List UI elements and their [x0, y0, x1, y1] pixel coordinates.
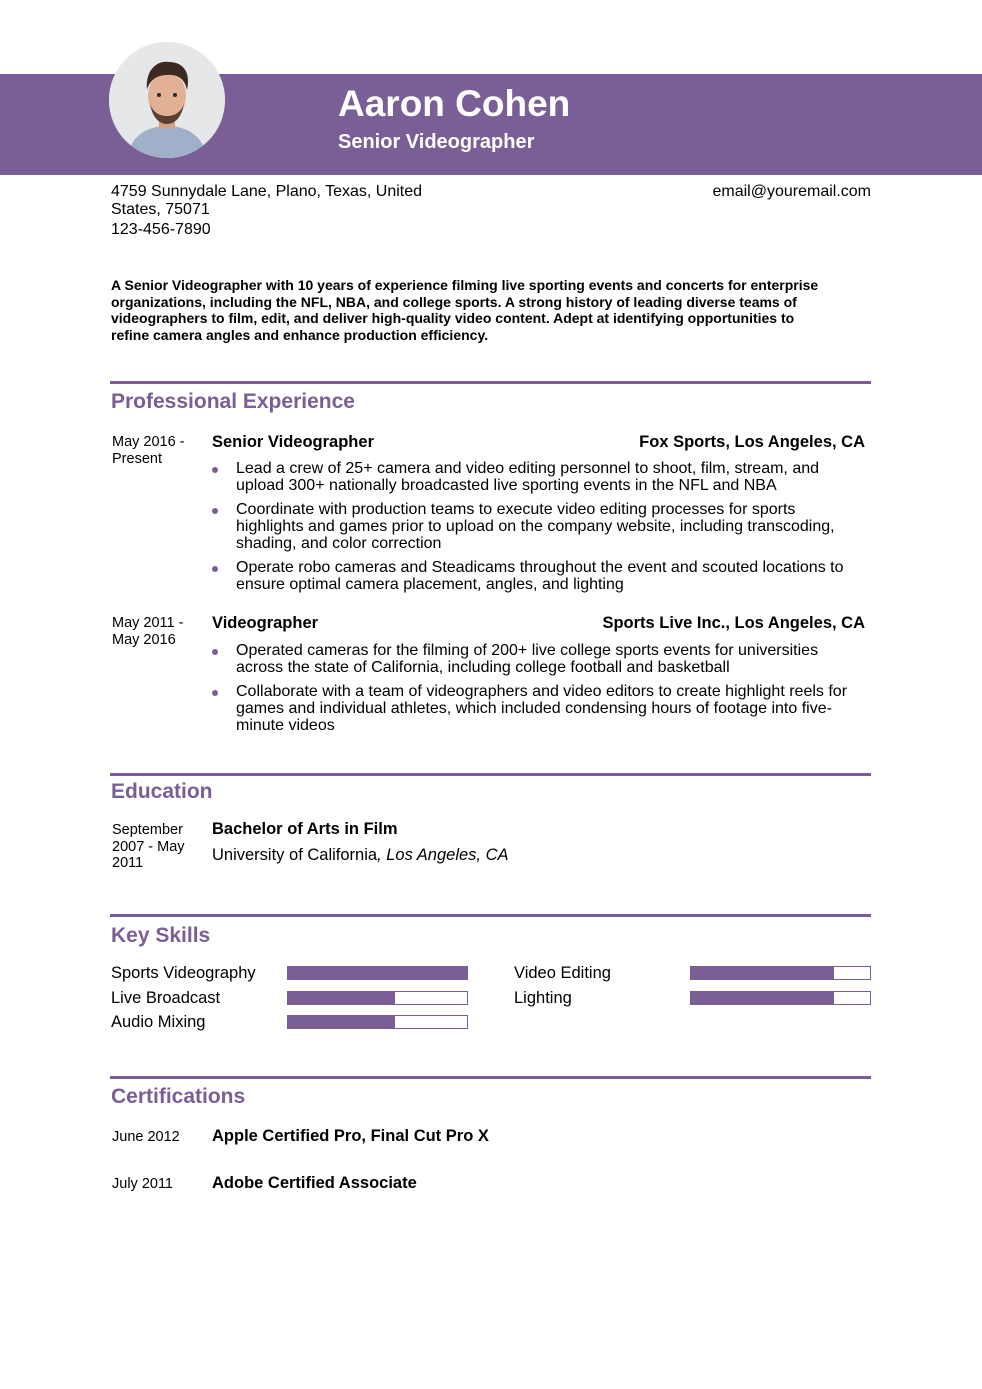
- bullet-text: Operated cameras for the filming of 200+ live college sports events for universities across the state of California, including college football and basketball: [236, 642, 819, 676]
- list-item: [212, 683, 867, 734]
- job-bullets: [212, 642, 867, 741]
- certification-date: June 2012: [112, 1129, 180, 1145]
- skill-label: Audio Mixing: [111, 1013, 206, 1031]
- job-company: Sports Live Inc., Los Angeles, CA: [602, 614, 865, 632]
- profile-photo: [109, 42, 225, 158]
- section-divider: [110, 1076, 871, 1079]
- skill-level-fill: [288, 1016, 395, 1028]
- skill-label: Lighting: [514, 989, 572, 1007]
- bullet-icon: [212, 690, 218, 696]
- bullet-text: Coordinate with production teams to execute video editing processes for sports highlights and games prior to upload on the company website, including transcoding, shading, and color correction: [236, 501, 835, 552]
- school-name: University of California: [212, 846, 378, 864]
- section-divider: [110, 381, 871, 384]
- school-location: , Los Angeles, CA: [377, 846, 509, 864]
- job-company: Fox Sports, Los Angeles, CA: [639, 433, 865, 451]
- education-school: [212, 846, 509, 865]
- job-date: May 2011 - May 2016: [112, 615, 184, 648]
- skill-label: Sports Videography: [111, 964, 256, 982]
- section-title-education: Education: [111, 780, 213, 803]
- skill-label: Video Editing: [514, 964, 611, 982]
- skill-level-bar: [287, 991, 468, 1005]
- certification-date: July 2011: [112, 1176, 173, 1192]
- education-degree: Bachelor of Arts in Film: [212, 820, 398, 838]
- contact-address: 4759 Sunnydale Lane, Plano, Texas, United States, 75071: [111, 183, 423, 218]
- skill-level-fill: [691, 967, 834, 979]
- bullet-text: Lead a crew of 25+ camera and video editing personnel to shoot, film, stream, and upload 300+ nationally broadcasted live sporting events in the NFL and NBA: [236, 460, 820, 494]
- skill-level-bar: [690, 966, 871, 980]
- section-title-certifications: Certifications: [111, 1085, 246, 1108]
- section-divider: [110, 914, 871, 917]
- bullet-icon: [212, 649, 218, 655]
- professional-summary: A Senior Videographer with 10 years of experience filming live sporting events and concerts for enterprise organizations, including the NFL, NBA, and college sports. A strong history of leading diverse teams of videographers to film, edit, and deliver high-quality video content. Adept at identifying opportunities to refine camera angles and enhance production efficiency.: [111, 277, 819, 344]
- bullet-icon: [212, 566, 218, 572]
- list-item: [212, 559, 867, 593]
- section-title-experience: Professional Experience: [111, 390, 355, 413]
- skill-level-bar: [690, 991, 871, 1005]
- list-item: [212, 642, 867, 676]
- bullet-icon: [212, 508, 218, 514]
- skill-level-fill: [288, 992, 395, 1004]
- avatar: [109, 42, 225, 158]
- list-item: [212, 501, 867, 552]
- section-divider: [110, 773, 871, 776]
- skill-level-fill: [288, 967, 467, 979]
- candidate-name: Aaron Cohen: [338, 83, 571, 124]
- contact-phone: 123-456-7890: [111, 221, 211, 238]
- list-item: [212, 460, 867, 494]
- skill-level-bar: [287, 966, 468, 980]
- certification-name: Adobe Certified Associate: [212, 1174, 417, 1192]
- candidate-title: Senior Videographer: [338, 131, 535, 153]
- job-title: Senior Videographer: [212, 433, 374, 451]
- bullet-icon: [212, 467, 218, 473]
- skill-level-fill: [691, 992, 834, 1004]
- contact-email: email@youremail.com: [712, 183, 871, 200]
- bullet-text: Collaborate with a team of videographers and video editors to create highlight reels for games and individual athletes, which included condensing hours of footage into five-minute videos: [236, 683, 848, 734]
- job-bullets: [212, 460, 867, 600]
- certification-name: Apple Certified Pro, Final Cut Pro X: [212, 1127, 489, 1145]
- section-title-skills: Key Skills: [111, 924, 211, 947]
- bullet-text: Operate robo cameras and Steadicams throughout the event and scouted locations to ensure optimal camera placement, angles, and lighting: [236, 559, 844, 593]
- skill-label: Live Broadcast: [111, 989, 221, 1007]
- job-title: Videographer: [212, 614, 319, 632]
- education-date: September 2007 - May 2011: [112, 822, 185, 871]
- skill-level-bar: [287, 1015, 468, 1029]
- job-date: May 2016 - Present: [112, 434, 185, 467]
